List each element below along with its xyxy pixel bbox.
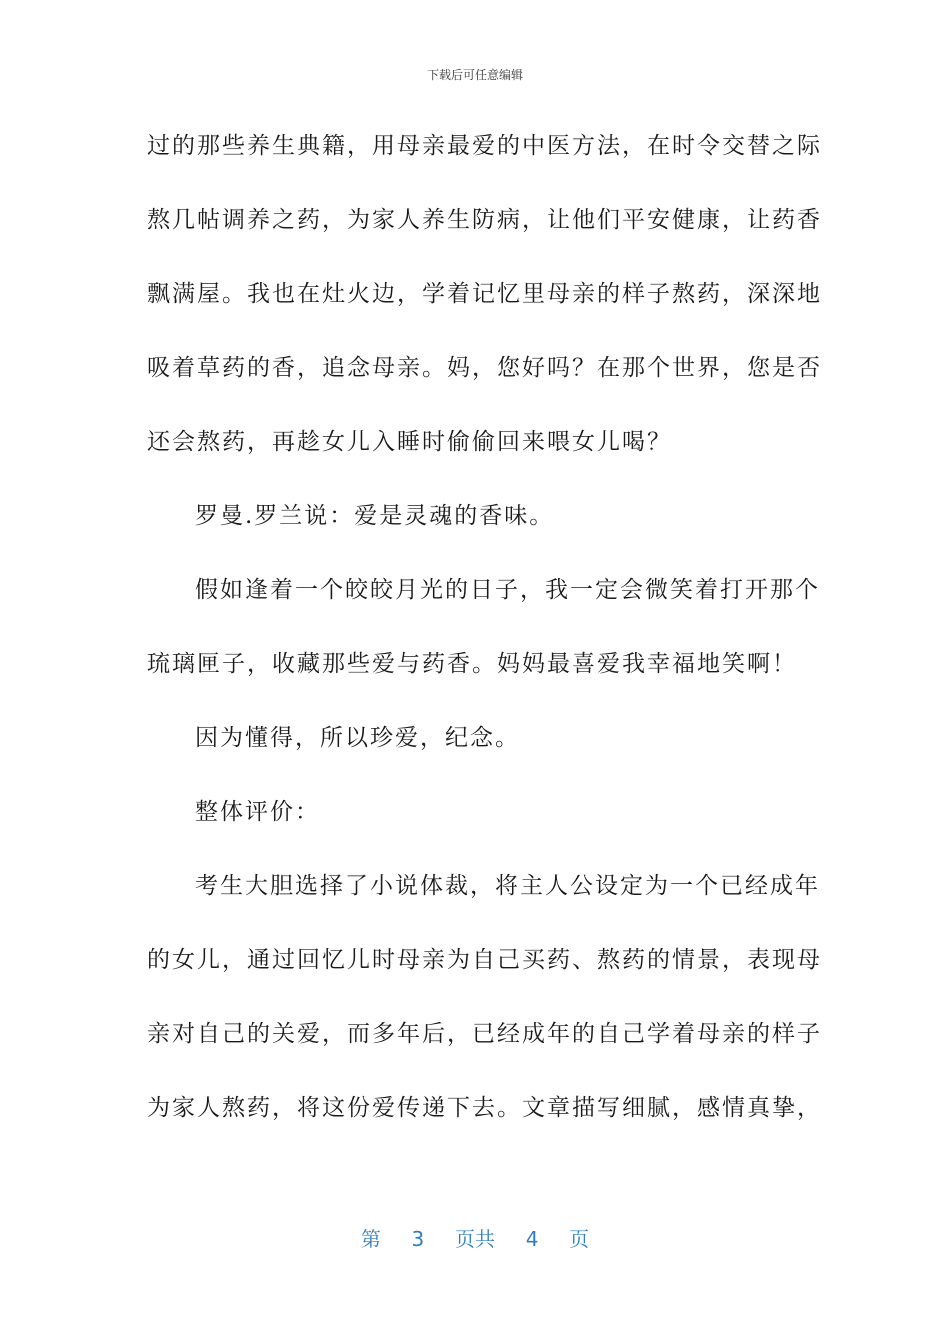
text-line: 过的那些养生典籍，用母亲最爱的中医方法，在时令交替之际	[147, 133, 822, 159]
page-header: 下载后可任意编辑	[426, 68, 523, 82]
text-line: 的女儿，通过回忆儿时母亲为自己买药、熬药的情景，表现母	[147, 947, 822, 973]
text-line: 因为懂得，所以珍爱，纪念。	[195, 725, 520, 751]
page-footer	[0, 1226, 950, 1252]
text-line: 为家人熬药，将这份爱传递下去。文章描写细腻，感情真挚，	[147, 1095, 822, 1121]
footer-suffix: 页	[569, 1227, 590, 1251]
total-pages-number: 4	[525, 1227, 539, 1251]
evaluation-heading: 整体评价：	[195, 799, 320, 825]
text-line: 考生大胆选择了小说体裁，将主人公设定为一个已经成年	[195, 873, 820, 899]
text-line: 吸着草药的香，追念母亲。妈，您好吗？在那个世界，您是否	[147, 355, 822, 381]
text-line: 飘满屋。我也在灶火边，学着记忆里母亲的样子熬药，深深地	[147, 281, 822, 307]
text-line-quote: 罗曼.罗兰说：爱是灵魂的香味。	[195, 503, 555, 529]
current-page-number: 3	[411, 1227, 425, 1251]
text-line: 熬几帖调养之药，为家人养生防病，让他们平安健康，让药香	[147, 207, 822, 233]
text-line: 琉璃匣子，收藏那些爱与药香。妈妈最喜爱我幸福地笑啊！	[147, 651, 797, 677]
body-text	[147, 126, 822, 1162]
text-line: 还会熬药，再趁女儿入睡时偷偷回来喂女儿喝？	[147, 429, 672, 455]
footer-middle: 页共	[455, 1227, 495, 1251]
text-line: 亲对自己的关爱，而多年后，已经成年的自己学着母亲的样子	[147, 1021, 822, 1047]
text-line: 假如逢着一个皎皎月光的日子，我一定会微笑着打开那个	[195, 577, 820, 603]
footer-prefix: 第	[360, 1227, 381, 1251]
